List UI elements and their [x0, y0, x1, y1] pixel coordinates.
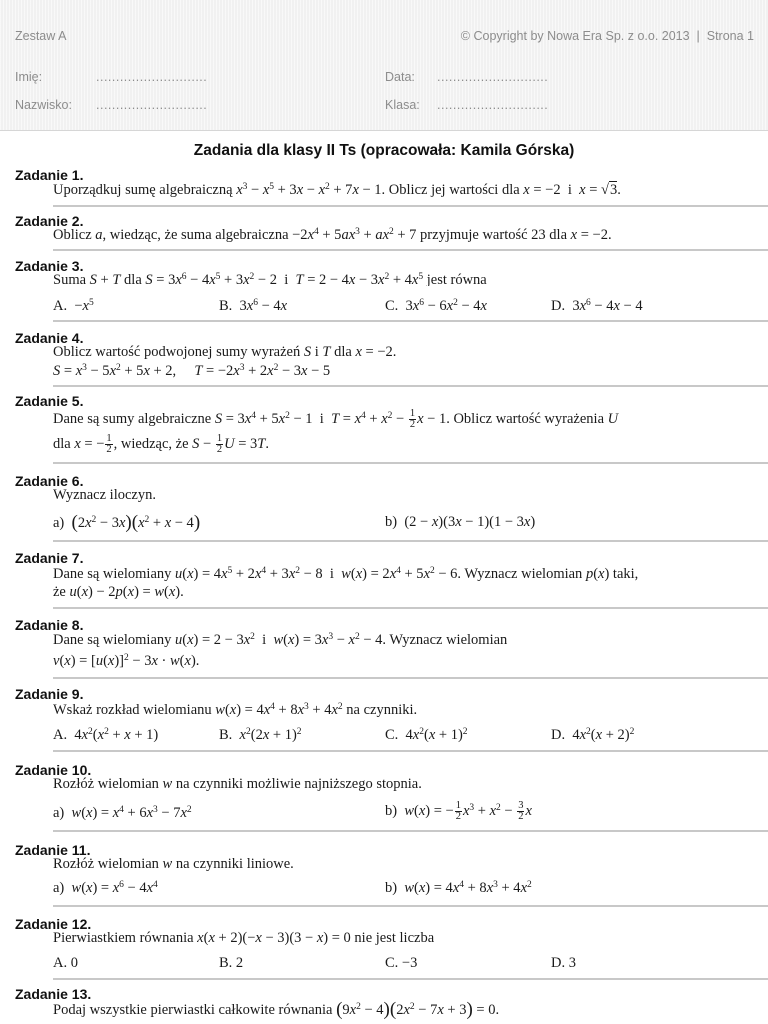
subtask-a: a) $(2x^2 - 3x)(x^2 + x - 4)$: [53, 512, 201, 533]
class-label: Klasa:: [385, 98, 420, 112]
surname-field[interactable]: ............................: [96, 98, 208, 112]
option-d[interactable]: D. $4x^2(x + 2)^2$: [551, 727, 635, 743]
task-text-2: dla x = − $\frac{1}{2}$ , wiedząc, że S − $\frac{1}{2}$ U = 3T.: [53, 433, 269, 455]
task-text: Wyznacz iloczyn.: [53, 487, 156, 503]
divider: [53, 462, 768, 464]
task-text: Rozłóż wielomian w na czynniki możliwie najniższego stopnia.: [53, 776, 422, 792]
name-label: Imię:: [15, 70, 43, 84]
task-label: Zadanie 11.: [15, 842, 91, 858]
option-a[interactable]: A. $4x^2(x^2 + x + 1)$: [53, 727, 159, 743]
option-d[interactable]: D. $3x^6 - 4x - 4$: [551, 298, 643, 314]
task-label: Zadanie 4.: [15, 330, 84, 346]
task-text: Rozłóż wielomian w na czynniki liniowe.: [53, 856, 294, 872]
page-title: Zadania dla klasy II Ts (opracowała: Kamila Górska): [193, 142, 575, 159]
option-c[interactable]: C. $4x^2(x + 1)^2$: [385, 727, 468, 743]
option-b[interactable]: B. 2: [219, 955, 244, 971]
task-label: Zadanie 3.: [15, 258, 84, 274]
divider: [53, 607, 768, 609]
divider: [53, 540, 768, 542]
date-label: Data:: [385, 70, 415, 84]
page-number: Strona 1: [706, 29, 754, 43]
task-label: Zadanie 1.: [15, 167, 84, 183]
task-text: Wskaż rozkład wielomianu $w(x) = 4x^4 + 8x^3 + 4x^2$ na czynniki.: [53, 702, 418, 718]
name-field[interactable]: ............................: [96, 70, 208, 84]
surname-label: Nazwisko:: [15, 98, 72, 112]
task-text: Dane są wielomiany $u(x) = 4x^5 + 2x^4 + 3x^2 - 8$ i $w(x) = 2x^4 + 5x^2 - 6$. Wyznacz wielomian p(x) taki,: [53, 566, 639, 582]
worksheet-header: [0, 0, 768, 131]
task-text: Dane są wielomiany $u(x) = 2 - 3x^2$ i $w(x) = 3x^3 - x^2 - 4$. Wyznacz wielomian: [53, 632, 508, 648]
option-b[interactable]: B. $3x^6 - 4x$: [219, 298, 288, 314]
subtask-a: a) $w(x) = x^4 + 6x^3 - 7x^2$: [53, 805, 192, 821]
option-a[interactable]: A. 0: [53, 955, 78, 971]
date-field[interactable]: ............................: [437, 70, 549, 84]
divider: [53, 978, 768, 980]
subtask-a: a) $w(x) = x^6 - 4x^4$: [53, 880, 158, 896]
task-label: Zadanie 9.: [15, 686, 84, 702]
task-label: Zadanie 2.: [15, 213, 84, 229]
task-text-2: $v(x) = [u(x)]^2 - 3x \cdot w(x)$.: [53, 653, 200, 669]
task-label: Zadanie 7.: [15, 550, 84, 566]
task-label: Zadanie 8.: [15, 617, 84, 633]
divider: [53, 677, 768, 679]
task-text: Pierwiastkiem równania x(x + 2)(−x − 3)(3 − x) = 0 nie jest liczba: [53, 930, 435, 946]
set-label: Zestaw A: [15, 29, 67, 43]
task-text-2: $S = x^3 - 5x^2 + 5x + 2$, $T = -2x^3 + 2x^2 - 3x - 5$: [53, 363, 331, 379]
option-a[interactable]: A. $-x^5$: [53, 298, 94, 314]
task-text: Oblicz wartość podwojonej sumy wyrażeń S i T dla x = −2.: [53, 344, 397, 360]
divider: [53, 320, 768, 322]
divider: [53, 750, 768, 752]
task-text: Oblicz a, wiedząc, że suma algebraiczna $-2x^4 + 5ax^3 + ax^2 + 7$ przyjmuje wartość 23 dla x = −2.: [53, 227, 612, 243]
task-label: Zadanie 12.: [15, 916, 92, 932]
subtask-b: b) $w(x) = 4x^4 + 8x^3 + 4x^2$: [385, 880, 532, 896]
option-d[interactable]: D. 3: [551, 955, 576, 971]
task-text: Podaj wszystkie pierwiastki całkowite równania $(9x^2 - 4)(2x^2 - 7x + 3) = 0$.: [53, 999, 500, 1020]
subtask-b: b) w(x) = − $\frac{1}{2}$ $x^3 + x^2$ − $\frac{3}{2}$ x: [385, 800, 532, 822]
option-b[interactable]: B. $x^2(2x + 1)^2$: [219, 727, 302, 743]
divider: [53, 830, 768, 832]
divider: [53, 249, 768, 251]
task-label: Zadanie 6.: [15, 473, 84, 489]
task-text: Suma S + T dla $S = 3x^6 - 4x^5 + 3x^2 - 2$ i $T = 2 - 4x - 3x^2 + 4x^5$ jest równa: [53, 272, 487, 286]
subtask-b: b) (2 − x)(3x − 1)(1 − 3x): [385, 514, 536, 530]
header-divider: |: [696, 29, 700, 43]
task-text: Uporządkuj sumę algebraiczną $x^3 - x^5 + 3x - x^2 + 7x - 1$. Oblicz jej wartości dla x = −2 i x = √3.: [53, 182, 621, 198]
divider: [53, 385, 768, 387]
task-label: Zadanie 10.: [15, 762, 92, 778]
task-label: Zadanie 5.: [15, 393, 84, 409]
divider: [53, 905, 768, 907]
option-c[interactable]: C. $3x^6 - 6x^2 - 4x$: [385, 298, 487, 314]
task-text: Dane są sumy algebraiczne $S = 3x^4 + 5x^2 - 1$ i $T = x^4 + x^2$ − $\frac{1}{2}$ x − 1. Oblicz wartość wyrażenia U: [53, 408, 619, 430]
copyright-info: [461, 29, 754, 43]
copyright-text: © Copyright by Nowa Era Sp. z o.o. 2013: [460, 29, 690, 43]
divider: [53, 205, 768, 207]
task-label: Zadanie 13.: [15, 986, 92, 1002]
option-c[interactable]: C. −3: [385, 955, 418, 971]
task-text-2: że u(x) − 2p(x) = w(x).: [53, 584, 184, 600]
class-field[interactable]: ............................: [437, 98, 549, 112]
